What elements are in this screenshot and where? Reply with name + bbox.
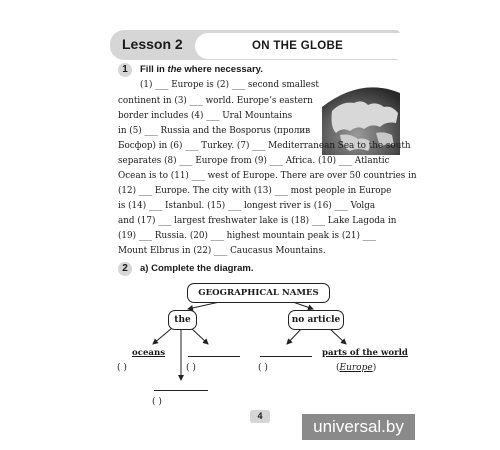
task-number-badge: 2 [118,262,132,276]
connector-arrow [191,328,208,344]
text-line: and (17) ___ largest freshwater lake is (18) ___ Lake Lagoda in [118,216,397,226]
text-line: Ocean is to (11) ___ west of Europe. There are over 50 countries in [118,171,417,181]
task-number-badge: 1 [118,63,132,77]
paren-close: ) [372,363,377,373]
text-line: continent in (3) ___ world. Europe’s eastern [118,96,313,106]
page-title: ON THE GLOBE [252,40,344,52]
connector-arrow [153,328,172,344]
text-line: separates (8) ___ Europe from (9) ___ Africa. (10) ___ Atlantic [118,156,390,166]
task-title-text: where necessary. [181,64,263,75]
task-title-emphasis: the [167,64,182,75]
text-line: (1) ___ Europe is (2) ___ second smallest [140,80,319,90]
diagram-example [336,363,376,373]
answer-blank[interactable]: ( ) [186,363,196,373]
diagram-label-oceans: oceans [132,348,166,358]
answer-line[interactable] [188,356,240,357]
connector-arrow [287,328,302,344]
text-line: Mount Elbrus in (22) ___ Caucasus Mountains. [118,246,326,256]
task-title: a) Complete the diagram. [140,263,254,274]
connector-arrow [329,328,346,344]
task-title-text: Fill in [140,64,168,75]
text-line: Босфор) in (6) ___ Turkey. (7) ___ Mediterranean Sea to the south [118,141,411,151]
example-word: Europe [339,363,373,373]
lesson-label: Lesson 2 [122,36,183,52]
answer-line[interactable] [154,390,208,391]
page-number: 4 [250,410,270,423]
answer-line[interactable] [260,356,312,357]
answer-blank[interactable]: ( ) [152,397,162,407]
diagram-node-the: the [168,310,197,330]
diagram-node-no-article: no article [288,310,344,330]
text-line: in (5) ___ Russia and the Bosporus (пролив [118,126,311,136]
diagram-label-parts-of-the-world: parts of the world [322,348,408,358]
text-line: is (14) ___ Istanbul. (15) ___ longest river is (16) ___ Volga [118,201,376,211]
text-line: (12) ___ Europe. The city with (13) ___ most people in Europe [118,186,392,196]
watermark: universal.by [302,414,415,440]
answer-blank[interactable]: ( ) [258,363,268,373]
answer-blank[interactable]: ( ) [117,363,127,373]
text-line: (19) ___ Russia. (20) ___ highest mountain peak is (21) ___ [118,231,376,241]
diagram-root-box: GEOGRAPHICAL NAMES [187,283,330,303]
text-line: border includes (4) ___ Ural Mountains [118,111,293,121]
paren-open: ( [336,363,340,373]
